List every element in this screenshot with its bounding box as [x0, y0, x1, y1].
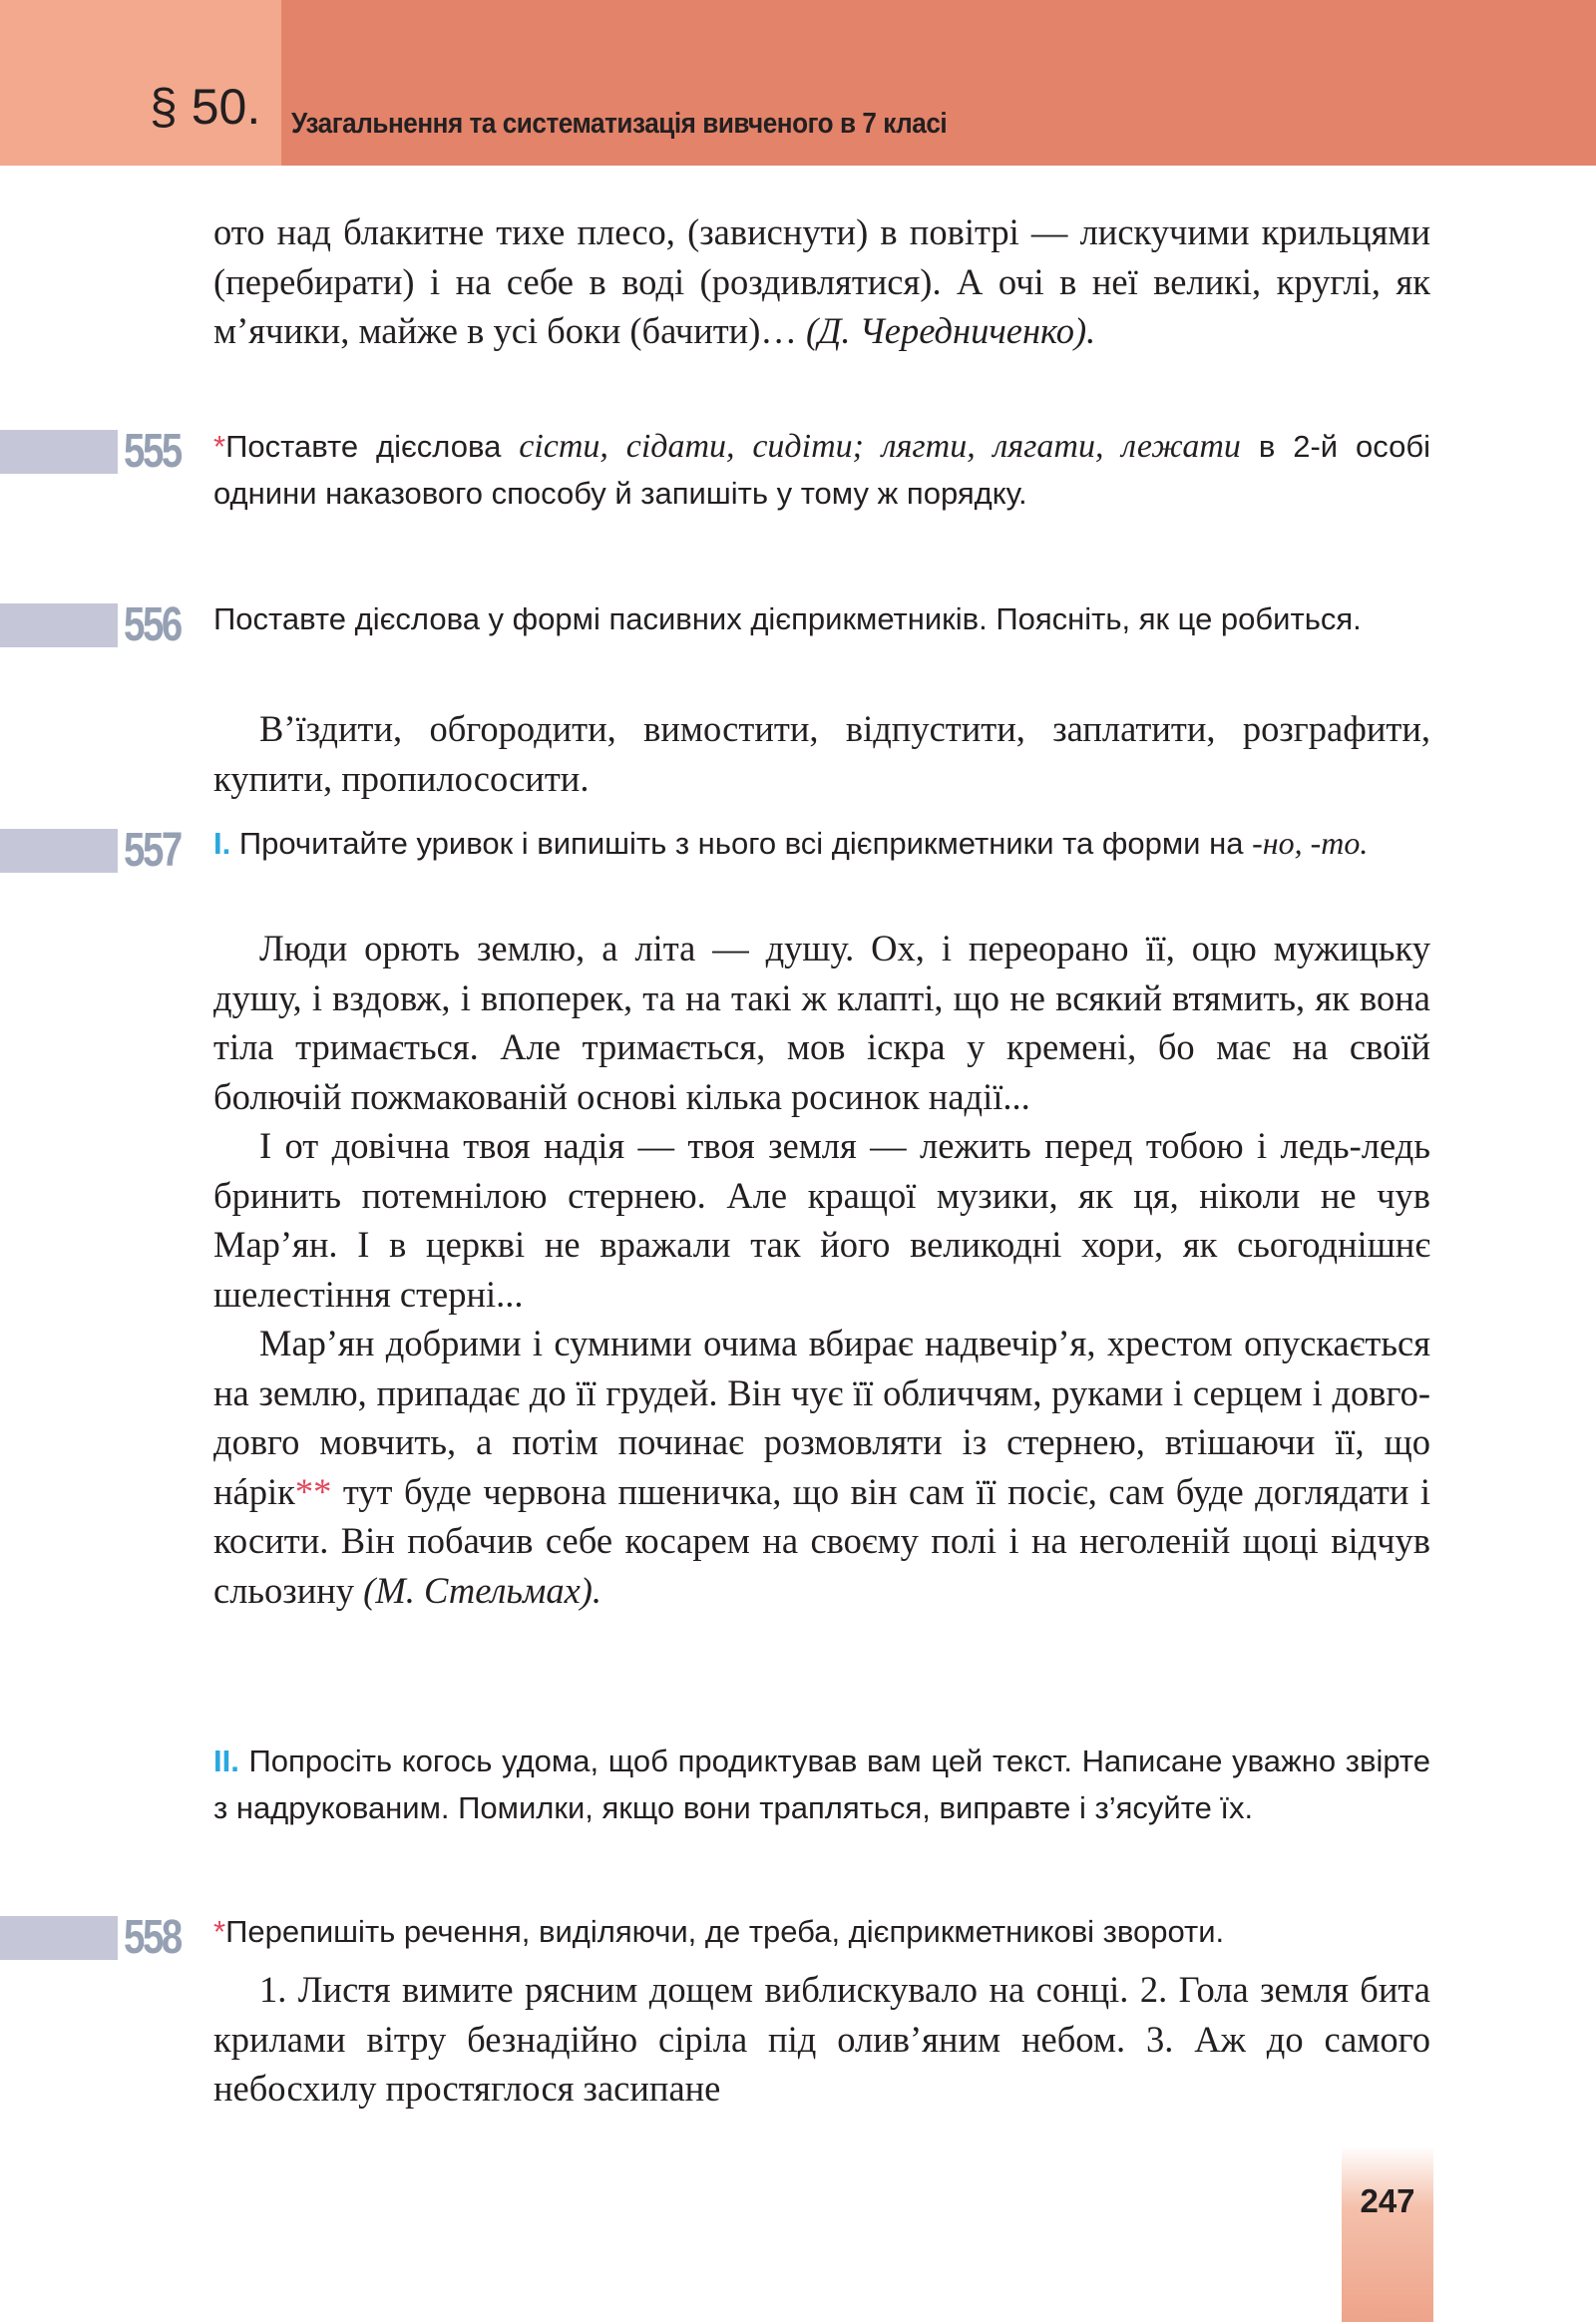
header-band-right [281, 0, 1596, 166]
exercise-556-bar [0, 603, 118, 647]
exercise-555-bar [0, 430, 118, 474]
passage-author: (М. Стельмах). [363, 1569, 602, 1611]
task-forms: -но, -то. [1252, 825, 1369, 861]
exercise-555-number: 555 [124, 425, 181, 478]
exercise-557-number: 557 [124, 824, 181, 877]
exercise-557-task-1 [213, 820, 1430, 867]
part-label-2: II. [213, 1743, 239, 1778]
task-text: Поставте дієслова [225, 429, 520, 464]
exercise-556-task: Поставте дієслова у формі пасивних дієприкметників. Поясніть, як це робиться. [213, 601, 1362, 636]
sentences-text: 1. Листя вимите рясним дощем виблискувало на сонці. 2. Гола земля бита крилами вітру безнадійно сіріла під олив’яним небом. 3. Аж до самого небосхилу простяглося засипане [213, 1969, 1430, 2109]
task-text-end: в 2-й особі однини наказового способу й запишіть у тому ж порядку. [213, 429, 1430, 511]
page-number-tab [1342, 2146, 1433, 2322]
task-text: Прочитайте уривок і випишіть з нього всі дієприкметники та форми на [230, 826, 1253, 861]
paragraph-number: § 50. [150, 79, 261, 135]
task-text: Перепишіть речення, виділяючи, де треба, дієприкметникові звороти. [225, 1914, 1225, 1949]
exercise-555-task [213, 423, 1430, 517]
paragraph-3-start: Мар’ян добрими і сумними очима вбирає надвечір’я, хрестом опускається на землю, припадає до її грудей. Він чує її обличчям, руками і серцем і довго-довго мовчить, а потім починає розмовляти із стернею, втішаючи її, що нáрік [213, 1323, 1430, 1512]
exercise-557-bar [0, 829, 118, 873]
exercise-556-number: 556 [124, 598, 181, 651]
star-mark: * [213, 1914, 226, 1949]
intro-author: (Д. Чередниченко). [806, 310, 1096, 351]
section-title: Узагальнення та систематизація вивченого в 7 класі [291, 108, 948, 140]
intro-body: ото над блакитне тихе плесо, (зависнути) в повітрі — лискучими крильцями (перебирати) і на себе в воді (роздивлятися). А очі в неї великі, круглі, як м’ячики, майже в усі боки (бачити)… [213, 211, 1430, 351]
footnote-mark: ** [294, 1470, 332, 1512]
exercise-557-task-2 [213, 1738, 1430, 1831]
exercise-558-bar [0, 1916, 118, 1960]
paragraph-3-end: тут буде червона пшеничка, що він сам її посіє, сам буде доглядати і косити. Він побачив себе косарем на своєму полі і на неголеній щоці відчув сльозину [213, 1470, 1430, 1611]
exercise-556-words [213, 704, 1430, 803]
task-words: сісти, сідати, сидіти; лягти, лягати, лежати [519, 428, 1241, 465]
passage-paragraph-3 [213, 1319, 1430, 1615]
intro-text [213, 207, 1430, 356]
task-text: Попросіть когось удома, щоб продиктував вам цей текст. Написане уважно звірте з надрукованим. Помилки, якщо вони трапляться, виправте і з’ясуйте їх. [213, 1743, 1430, 1825]
exercise-558-number: 558 [124, 1911, 181, 1964]
words-list: В’їздити, обгородити, вимостити, відпустити, заплатити, розграфити, купити, пропилососити. [213, 708, 1430, 799]
exercise-557-passage [213, 924, 1430, 1615]
passage-paragraph-2: І от довічна твоя надія — твоя земля — лежить перед тобою і ледь-ледь бринить потемнілою стернею. Але кращої музики, як ця, ніколи не чув Мар’ян. І в церкві не вражали так його великодні хори, як сьогоднішнє шелестіння стерні... [213, 1125, 1430, 1315]
star-mark: * [213, 429, 226, 464]
page-number: 247 [1360, 2182, 1415, 2219]
exercise-558-task [213, 1908, 1430, 1955]
part-label-1: I. [213, 826, 231, 861]
passage-paragraph-1: Люди орють землю, а літа — душу. Ох, і переорано її, оцю мужицьку душу, і вздовж, і впоперек, та на такі ж клапті, що не всякий втямить, як вона тіла тримається. Але тримається, мов іскра у кремені, бо має на своїй болючій пожмакованій основі кілька росинок надії... [213, 928, 1430, 1117]
exercise-558-sentences [213, 1965, 1430, 2114]
